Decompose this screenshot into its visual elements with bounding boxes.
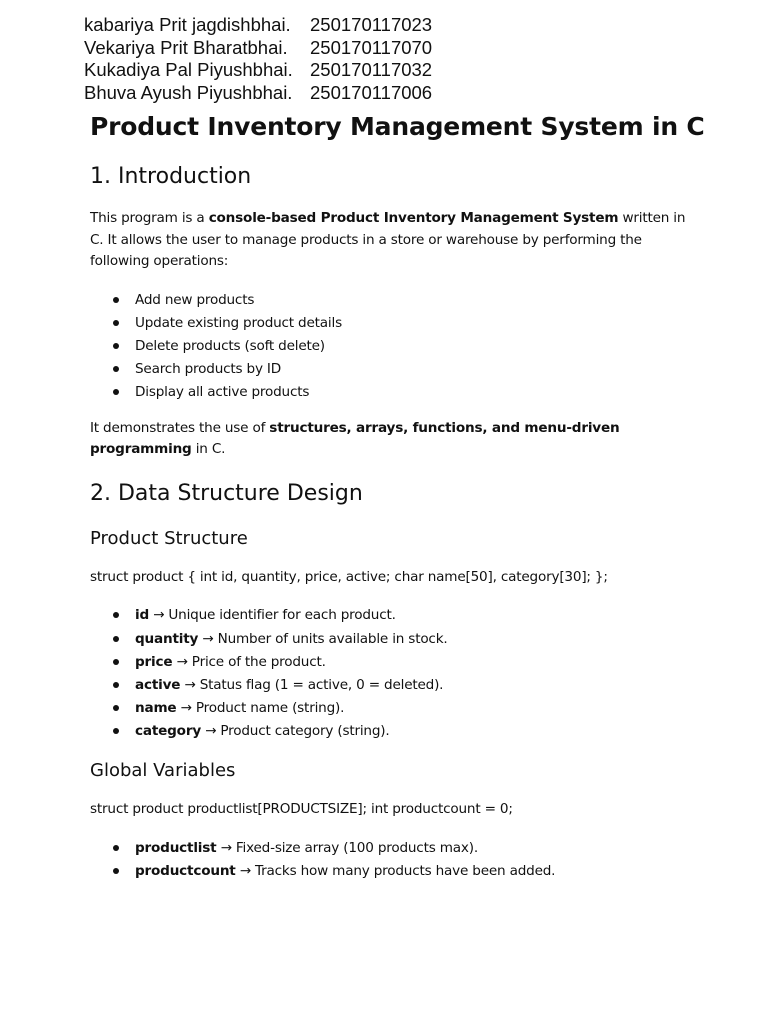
text-run: It demonstrates the use of (90, 419, 270, 436)
section-heading-introduction: 1. Introduction (90, 164, 252, 189)
list-item (135, 860, 690, 883)
list-item (135, 651, 690, 674)
text-run: This program is a (90, 210, 209, 226)
bold-text: structures, arrays, functions, and menu-driven programming (90, 419, 620, 458)
field-desc: → Price of the product. (172, 653, 326, 670)
member-name: Bhuva Ayush Piyushbhai. (84, 81, 293, 103)
member-row (84, 37, 432, 60)
text-run: in C. (191, 441, 226, 458)
member-id: 250170117023 (310, 14, 433, 35)
globals-list (90, 837, 690, 883)
field-term: productcount (135, 862, 236, 879)
list-item: Search products by ID (135, 358, 690, 381)
list-item: Update existing product details (135, 312, 690, 335)
field-desc: → Tracks how many products have been added. (235, 862, 556, 879)
list-item (135, 604, 690, 627)
intro-paragraph (90, 208, 690, 273)
list-item (135, 674, 690, 697)
field-desc: → Product name (string). (176, 699, 345, 716)
member-name: Kukadiya Pal Piyushbhai. (84, 59, 293, 80)
globals-code-line: struct product productlist[PRODUCTSIZE]; int productcount = 0; (90, 801, 513, 818)
member-id: 250170117006 (310, 81, 433, 103)
intro-summary-paragraph (90, 418, 690, 461)
member-id: 250170117032 (310, 59, 433, 80)
field-term: name (135, 699, 177, 716)
operations-list (90, 289, 690, 404)
page-title: Product Inventory Management System in C (90, 112, 705, 141)
list-item (135, 628, 690, 651)
document-body (90, 108, 705, 897)
field-term: category (135, 722, 201, 739)
field-desc: → Unique identifier for each product. (149, 607, 396, 624)
list-item: Add new products (135, 289, 690, 312)
field-term: productlist (135, 839, 217, 856)
member-row (84, 82, 432, 105)
field-term: price (135, 653, 173, 670)
subheading-product-structure: Product Structure (90, 527, 248, 549)
member-row (84, 14, 432, 37)
field-term: active (135, 676, 181, 693)
field-desc: → Status flag (1 = active, 0 = deleted). (180, 676, 444, 693)
field-term: id (135, 607, 149, 624)
member-row (84, 59, 432, 82)
subheading-global-variables: Global Variables (90, 760, 236, 782)
member-id: 250170117070 (310, 36, 433, 58)
struct-fields-list (90, 604, 690, 743)
list-item: Display all active products (135, 381, 690, 404)
text-run: written in C. It allows the user to manage products in a store or warehouse by performing the following operations: (90, 210, 686, 269)
field-term: quantity (135, 630, 199, 647)
member-name: kabariya Prit jagdishbhai. (84, 14, 291, 35)
list-item: Delete products (soft delete) (135, 335, 690, 358)
bold-text: console-based Product Inventory Management System (208, 210, 619, 226)
field-desc: → Fixed-size array (100 products max). (216, 839, 478, 856)
list-item (135, 837, 690, 860)
list-item (135, 720, 690, 743)
member-list (84, 14, 432, 104)
list-item (135, 697, 690, 720)
struct-code-line: struct product { int id, quantity, price, active; char name[50], category[30]; }; (90, 568, 608, 585)
field-desc: → Product category (string). (200, 722, 390, 739)
member-name: Vekariya Prit Bharatbhai. (84, 36, 288, 58)
section-heading-data-structure: 2. Data Structure Design (90, 480, 363, 506)
field-desc: → Number of units available in stock. (198, 630, 448, 647)
